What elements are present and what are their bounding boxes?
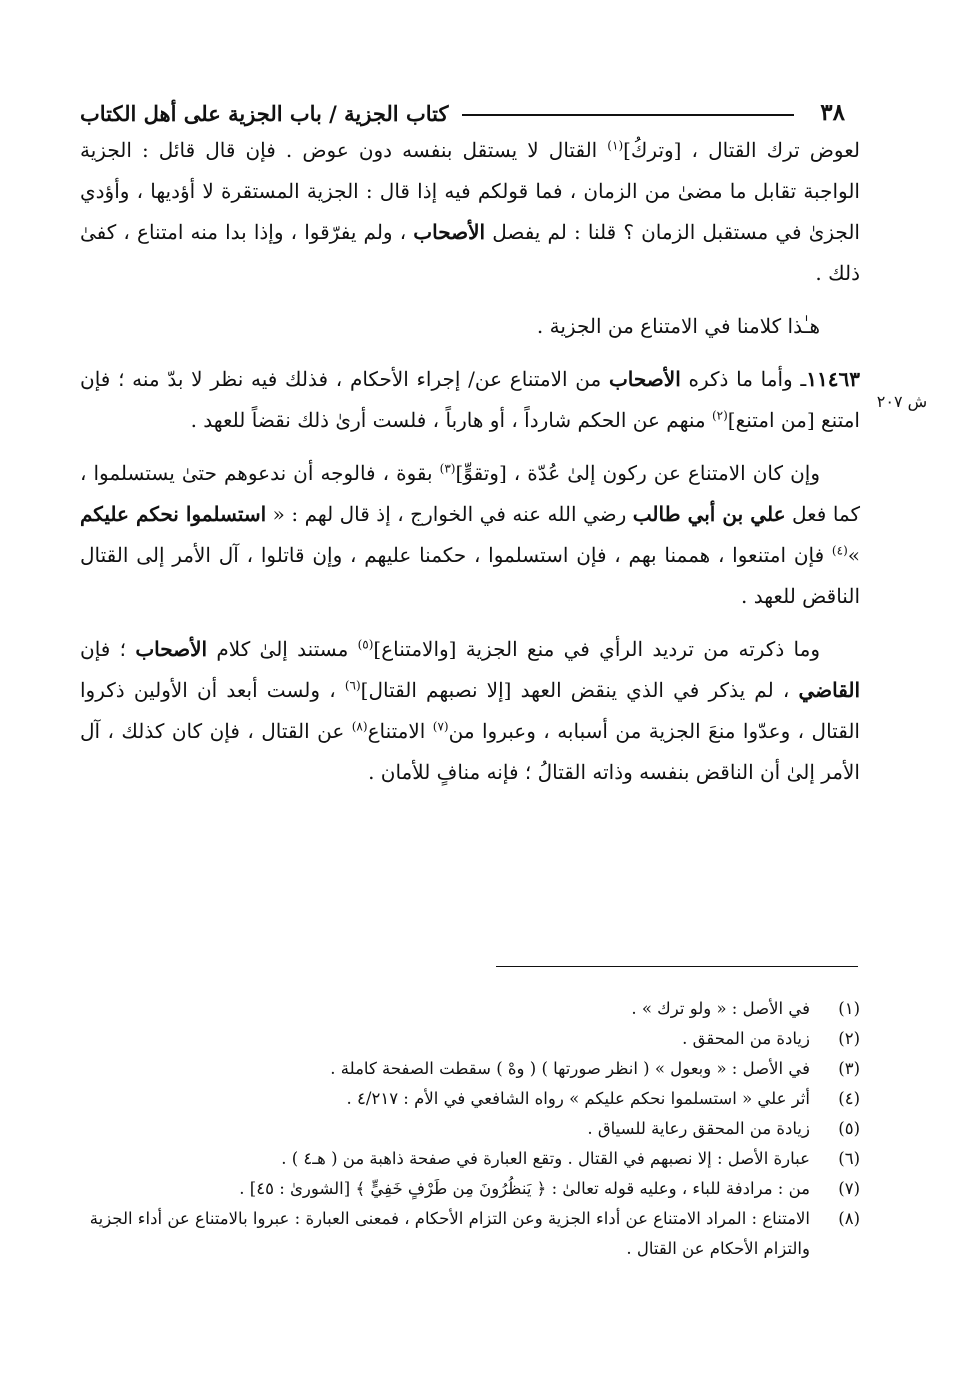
paragraph-1: لعوض ترك القتال ، [وتركُ]$^{(١)}$ القتال لا يستقل بنفسه دون عوض . فإن قال قائل : الجزية الواجبة تقابل ما مضىٰ من الزمان ، فما قولكم فيه إذا قال : الجزية المستقرة لا أؤديها ، وأؤدي الجزىٰ في مستقبل الزمان ؟ قلنا : لم يفصل الأصحاب ، ولم يفرّقوا ، وإذا بدا منه امتناع ، كفىٰ ذلك . (80, 138, 860, 285)
footnote-number: (٤) (838, 1089, 860, 1108)
footnote-number: (٧) (838, 1179, 860, 1198)
footnote-ref-2[interactable]: (٢) (711, 408, 728, 423)
footnote (80, 1054, 860, 1084)
footnote (80, 1084, 860, 1114)
footnote-text: من : مرادفة للباء ، وعليه قوله تعالىٰ : ﴿ يَنظُرُونَ مِن طَرْفٍ خَفِيٍّ ﴾ [الشورىٰ : ٤٥] . (239, 1179, 810, 1198)
footnote-number: (٥) (838, 1119, 860, 1138)
footnote-text: في الأصل : « وبعول » ( انظر صورتها ) ( وهْ ) سقطت الصفحة كاملة . (330, 1059, 810, 1078)
footnote-text: زيادة من المحقق . (682, 1029, 810, 1048)
footnote (80, 1174, 860, 1204)
footnote-text: عبارة الأصل : إلا نصبهم في القتال . وتقع العبارة في صفحة ذاهبة من ( هـ٤ ) . (281, 1149, 810, 1168)
footnote (80, 994, 860, 1024)
footnote (80, 1144, 860, 1174)
footnotes (80, 994, 860, 1264)
issue-number: ١١٤٦٣ (806, 367, 860, 391)
paragraph-3: ١١٤٦٣ـ وأما ما ذكره الأصحاب من الامتناع عن/ إجراء الأحكام ، فذلك فيه نظر لا بدّ منه ؛ فإن امتنع [من امتنع]$^{(٢)}$ منهم عن الحكم شارداً ، أو هارباً ، فلست أرىٰ ذلك نقضاً للعهد . (80, 367, 860, 432)
running-header (80, 86, 845, 126)
footnote (80, 1114, 860, 1144)
manuscript-folio-note: ش ٢٠٧ (876, 392, 928, 411)
footnote-number: (٣) (838, 1059, 860, 1078)
header-rule (462, 114, 794, 116)
footnote-divider (496, 966, 858, 967)
footnote-number: (٢) (838, 1029, 860, 1048)
footnote-text: الامتناع : المراد الامتناع عن أداء الجزية وعن التزام الأحكام ، فمعنى العبارة : عبروا بالامتناع عن أداء الجزية والتزام الأحكام عن القتال . (89, 1209, 810, 1258)
footnote-ref-7[interactable]: (٧) (432, 719, 449, 734)
footnote-text: أثر علي « استسلموا نحكم عليكم » رواه الشافعي في الأم : ٤/٢١٧ . (346, 1089, 810, 1108)
footnote-number: (١) (838, 999, 860, 1018)
footnote (80, 1024, 860, 1054)
page-number: ٣٨ (820, 99, 845, 126)
paragraph-5: وما ذكرته من ترديد الرأي في منع الجزية [والامتناع]$^{(٥)}$ مستند إلىٰ كلام الأصحاب ؛ فإن القاضي ، لم يذكر في الذي ينقض العهد [إلا نصبهم القتال]$^{(٦)}$ ، ولست أبعد أن الأولين ذكروا القتال ، وعدّوا منعَ الجزية من أسبابه ، وعبروا من$^{(٧)}$ الامتناع$^{(٨)}$ عن القتال ، فإن كان كذلك ، آل الأمر إلىٰ أن الناقض بنفسه وذاته القتالُ ؛ فإنه منافٍ للأمان . (80, 637, 861, 784)
footnote-ref-5[interactable]: (٥) (357, 637, 374, 652)
footnote-ref-3[interactable]: (٣) (439, 461, 456, 476)
footnote-ref-8[interactable]: (٨) (351, 719, 368, 734)
footnote (80, 1204, 860, 1264)
footnote-number: (٦) (838, 1149, 860, 1168)
paragraph-2: هـٰذا كلامنا في الامتناع من الجزية . (536, 314, 820, 338)
footnote-number: (٨) (838, 1209, 860, 1228)
running-title: كتاب الجزية / باب الجزية على أهل الكتاب (80, 101, 449, 126)
main-text (80, 130, 860, 793)
footnote-text: زيادة من المحقق رعاية للسياق . (587, 1119, 810, 1138)
footnote-text: في الأصل : « ولو ترك » . (631, 999, 810, 1018)
footnote-ref-6[interactable]: (٦) (344, 678, 361, 693)
footnote-ref-4[interactable]: (٤) (831, 543, 848, 558)
footnote-ref-1[interactable]: (١) (607, 138, 624, 153)
paragraph-4: وإن كان الامتناع عن ركون إلىٰ عُدّة ، [وتقوٍّ]$^{(٣)}$ بقوة ، فالوجه أن ندعوهم حتىٰ يستسلموا ، كما فعل علي بن أبي طالب رضي الله عنه في الخوارج ، إذ قال لهم : « استسلموا نحكم عليكم »$^{(٤)}$ فإن امتنعوا ، هممنا بهم ، فإن استسلموا ، حكمنا عليهم ، وإن قاتلوا ، آل الأمر إلى القتال الناقض للعهد . (80, 461, 860, 608)
